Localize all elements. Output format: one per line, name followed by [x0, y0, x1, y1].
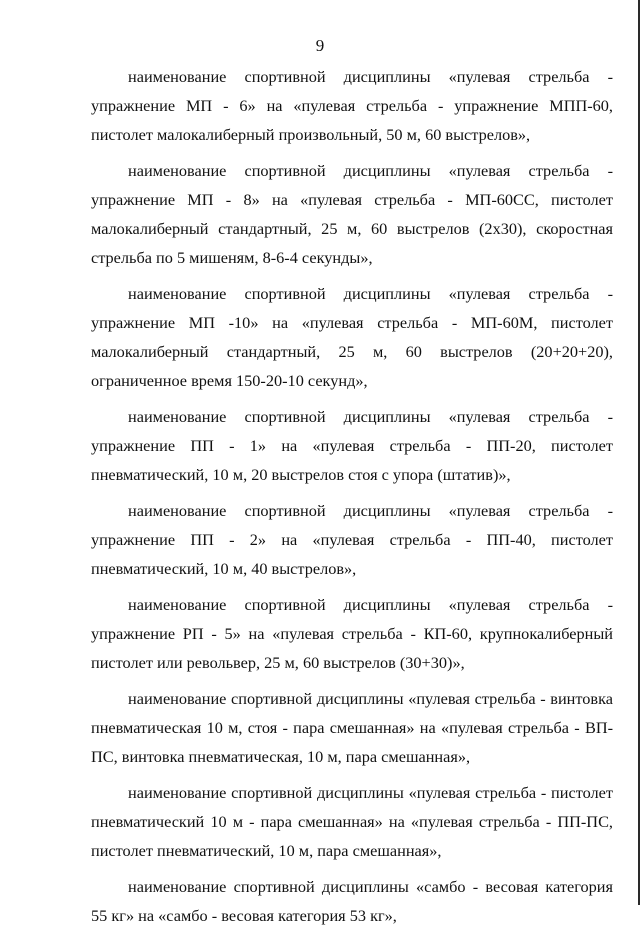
page-number: 9: [315, 36, 325, 55]
document-body: [91, 62, 613, 937]
paragraph-mp-8: наименование спортивной дисциплины «пулевая стрельба - упражнение МП - 8» на «пулевая стрельба - МП-60СС, пистолет малокалиберный стандартный, 25 м, 60 выстрелов (2х30), скоростная стрельба по 5 мишеням, 8-6-4 секунды»,: [91, 161, 613, 267]
paragraph-sambo: наименование спортивной дисциплины «самбо - весовая категория 55 кг» на «самбо - весовая категория 53 кг»,: [91, 877, 613, 925]
paragraph-pp-2: наименование спортивной дисциплины «пулевая стрельба - упражнение ПП - 2» на «пулевая стрельба - ПП-40, пистолет пневматический, 10 м, 40 выстрелов»,: [91, 501, 613, 578]
paragraph-mp-10: наименование спортивной дисциплины «пулевая стрельба - упражнение МП -10» на «пулевая стрельба - МП-60М, пистолет малокалиберный стандартный, 25 м, 60 выстрелов (20+20+20), ограниченное время 150-20-10 секунд»,: [91, 284, 613, 390]
paragraph-pp-1: наименование спортивной дисциплины «пулевая стрельба - упражнение ПП - 1» на «пулевая стрельба - ПП-20, пистолет пневматический, 10 м, 20 выстрелов стоя с упора (штатив)»,: [91, 407, 613, 484]
paragraph-mp-6: наименование спортивной дисциплины «пулевая стрельба - упражнение МП - 6» на «пулевая стрельба - упражнение МПП-60, пистолет малокалиберный произвольный, 50 м, 60 выстрелов»,: [91, 67, 613, 144]
paragraph-pp-ps: наименование спортивной дисциплины «пулевая стрельба - пистолет пневматический 10 м - пара смешанная» на «пулевая стрельба - ПП-ПС, пистолет пневматический, 10 м, пара смешанная»,: [91, 783, 613, 860]
paragraph-rp-5: наименование спортивной дисциплины «пулевая стрельба - упражнение РП - 5» на «пулевая стрельба - КП-60, крупнокалиберный пистолет или револьвер, 25 м, 60 выстрелов (30+30)»,: [91, 595, 613, 672]
paragraph-vp-ps: наименование спортивной дисциплины «пулевая стрельба - винтовка пневматическая 10 м, стоя - пара смешанная» на «пулевая стрельба - ВП-ПС, винтовка пневматическая, 10 м, пара смешанная»,: [91, 689, 613, 766]
